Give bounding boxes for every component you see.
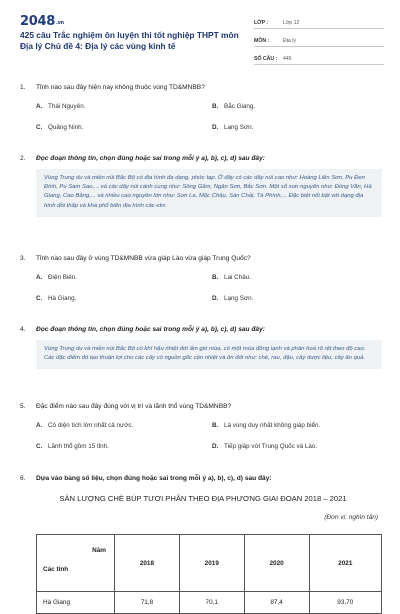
answer-options — [36, 103, 382, 131]
question-number: 5. — [20, 403, 26, 410]
meta-row-subject — [254, 32, 384, 47]
question-text: Đọc đoạn thông tin, chọn đúng hoặc sai trong mỗi ý a), b), c), d) sau đây: — [36, 326, 265, 333]
meta-value: Lớp 12 — [283, 20, 300, 26]
question-text: Dựa vào bảng số liệu, chọn đúng hoặc sai trong mỗi ý a), b), c), d) sau đây: — [36, 475, 272, 482]
province-name: Hà Giang — [37, 592, 115, 614]
option-text: Điện Biên. — [48, 274, 78, 281]
question-header — [20, 83, 382, 92]
option-d[interactable] — [212, 124, 388, 131]
question-5 — [20, 402, 382, 450]
year-header: 2021 — [309, 535, 381, 592]
question-number: 2. — [20, 155, 26, 162]
table-unit: (Đơn vị: nghìn tấn) — [324, 514, 378, 521]
question-2 — [20, 154, 382, 217]
question-number: 3. — [20, 255, 26, 262]
question-text: Đặc điểm nào sau đây đúng với vị trí và lãnh thổ vùng TD&MNBB? — [36, 403, 232, 410]
table-corner-header — [37, 535, 115, 592]
option-c[interactable] — [36, 295, 212, 302]
meta-value: 445 — [283, 56, 292, 62]
table-title: SẢN LƯỢNG CHÈ BÚP TƯƠI PHÂN THEO ĐỊA PHƯƠNG GIAI ĐOẠN 2018 – 2021 — [59, 494, 347, 503]
option-letter: A. — [36, 103, 43, 110]
year-header: 2020 — [244, 535, 309, 592]
data-table — [36, 534, 382, 614]
option-text: Lạng Sơn. — [224, 295, 254, 302]
question-text: Đọc đoạn thông tin, chọn đúng hoặc sai trong mỗi ý a), b), c), d) sau đây: — [36, 155, 265, 162]
meta-key: LỚP : — [254, 20, 269, 26]
option-b[interactable] — [212, 103, 388, 110]
option-text: Có diện tích lớn nhất cả nước. — [48, 422, 134, 429]
question-6 — [20, 474, 382, 483]
option-b[interactable] — [212, 274, 388, 281]
table-cell: 71,8 — [115, 592, 180, 614]
meta-row-grade — [254, 14, 384, 29]
table-row — [37, 592, 382, 614]
question-number: 1. — [20, 84, 26, 91]
option-text: Bắc Giang. — [224, 103, 256, 110]
option-d[interactable] — [212, 443, 388, 450]
option-text: Lãnh thổ gồm 15 tỉnh. — [48, 443, 109, 450]
option-letter: A. — [36, 274, 43, 281]
question-header — [20, 154, 382, 163]
page-header — [0, 0, 400, 72]
option-letter: C. — [36, 443, 43, 450]
option-letter: D. — [212, 443, 219, 450]
option-letter: D. — [212, 124, 219, 131]
answer-options — [36, 422, 382, 450]
option-letter: C. — [36, 124, 43, 131]
option-text: Tiếp giáp với Trung Quốc và Lào. — [224, 443, 318, 450]
reading-passage: Vùng Trung du và miền núi Bắc Bộ có địa hình đa dạng, phức tạp. Ở đây có các dãy núi cao như: Hoàng Liên Sơn, Pu Đen Đinh, Pu Sam Sao,... và các dãy núi cánh cung như: Sông Gâm, Ngân Sơn, Bắc Sơn. Một số sơn nguyên như: Đồng Văn, Hà Giang, Cao Bằng,... và nhiều cao nguyên lớn như: Sơn La, Mộc Châu, Sán Chải, Tà Phình,... Đặc biệt nổi bật với dạng địa hình đồi thấp và khá phổ biến địa hình các-xtơ. — [36, 169, 382, 217]
reading-passage: Vùng Trung du và miền núi Bắc Bộ có khí hậu nhiệt đới ẩm gió mùa, có một mùa đông lạnh và phân hoá rõ rệt theo độ cao. Các đặc điểm đó tạo thuận lợi cho các cây có nguồn gốc cận nhiệt và ôn đới như: chè, rau, đậu, cây dược liệu, cây ăn quả. — [36, 340, 382, 369]
question-text: Tỉnh nào sau đây ở vùng TD&MNBB vừa giáp Lào vừa giáp Trung Quốc? — [36, 255, 251, 262]
option-text: Thái Nguyên. — [48, 103, 86, 110]
option-a[interactable] — [36, 422, 212, 429]
option-letter: B. — [212, 422, 219, 429]
option-letter: D. — [212, 295, 219, 302]
document-title: 425 câu Trắc nghiệm ôn luyện thi tốt nghiệp THPT môn Địa lý Chủ đề 4: Địa lý các vùng kinh tế — [20, 30, 239, 51]
question-header — [20, 474, 382, 483]
meta-key: SỐ CÂU : — [254, 56, 278, 62]
question-number: 4. — [20, 326, 26, 333]
option-text: Lạng Sơn. — [224, 124, 254, 131]
option-text: Hà Giang. — [48, 295, 77, 302]
option-a[interactable] — [36, 103, 212, 110]
option-d[interactable] — [212, 295, 388, 302]
table-cell: 93,70 — [309, 592, 381, 614]
question-number: 6. — [20, 475, 26, 482]
question-text: Tỉnh nào sau đây hiện nay không thuộc vùng TD&MNBB? — [36, 84, 205, 91]
corner-province-label: Các tỉnh — [43, 566, 69, 573]
option-a[interactable] — [36, 274, 212, 281]
option-text: Quảng Ninh. — [48, 124, 84, 131]
site-logo[interactable] — [20, 14, 64, 29]
question-header — [20, 325, 382, 334]
meta-row-count — [254, 50, 384, 65]
option-text: Là vùng duy nhất không giáp biển. — [224, 422, 321, 429]
corner-year-label: Năm — [92, 547, 106, 554]
option-letter: C. — [36, 295, 43, 302]
option-c[interactable] — [36, 443, 212, 450]
meta-info — [254, 14, 384, 68]
option-text: Lai Châu. — [224, 274, 251, 281]
option-c[interactable] — [36, 124, 212, 131]
question-header — [20, 402, 382, 411]
logo-main: 2048 — [20, 14, 55, 29]
option-letter: A. — [36, 422, 43, 429]
answer-options — [36, 274, 382, 302]
question-header — [20, 254, 382, 263]
meta-key: MÔN : — [254, 38, 270, 44]
question-1 — [20, 83, 382, 131]
meta-value: Địa lý — [283, 38, 296, 44]
question-4 — [20, 325, 382, 369]
year-header: 2018 — [115, 535, 180, 592]
option-letter: B. — [212, 103, 219, 110]
table-cell: 87,4 — [244, 592, 309, 614]
option-letter: B. — [212, 274, 219, 281]
question-3 — [20, 254, 382, 302]
year-header: 2019 — [179, 535, 244, 592]
logo-suffix: .vn — [55, 20, 64, 26]
table-header-row — [37, 535, 382, 592]
table-cell: 70,1 — [179, 592, 244, 614]
option-b[interactable] — [212, 422, 388, 429]
